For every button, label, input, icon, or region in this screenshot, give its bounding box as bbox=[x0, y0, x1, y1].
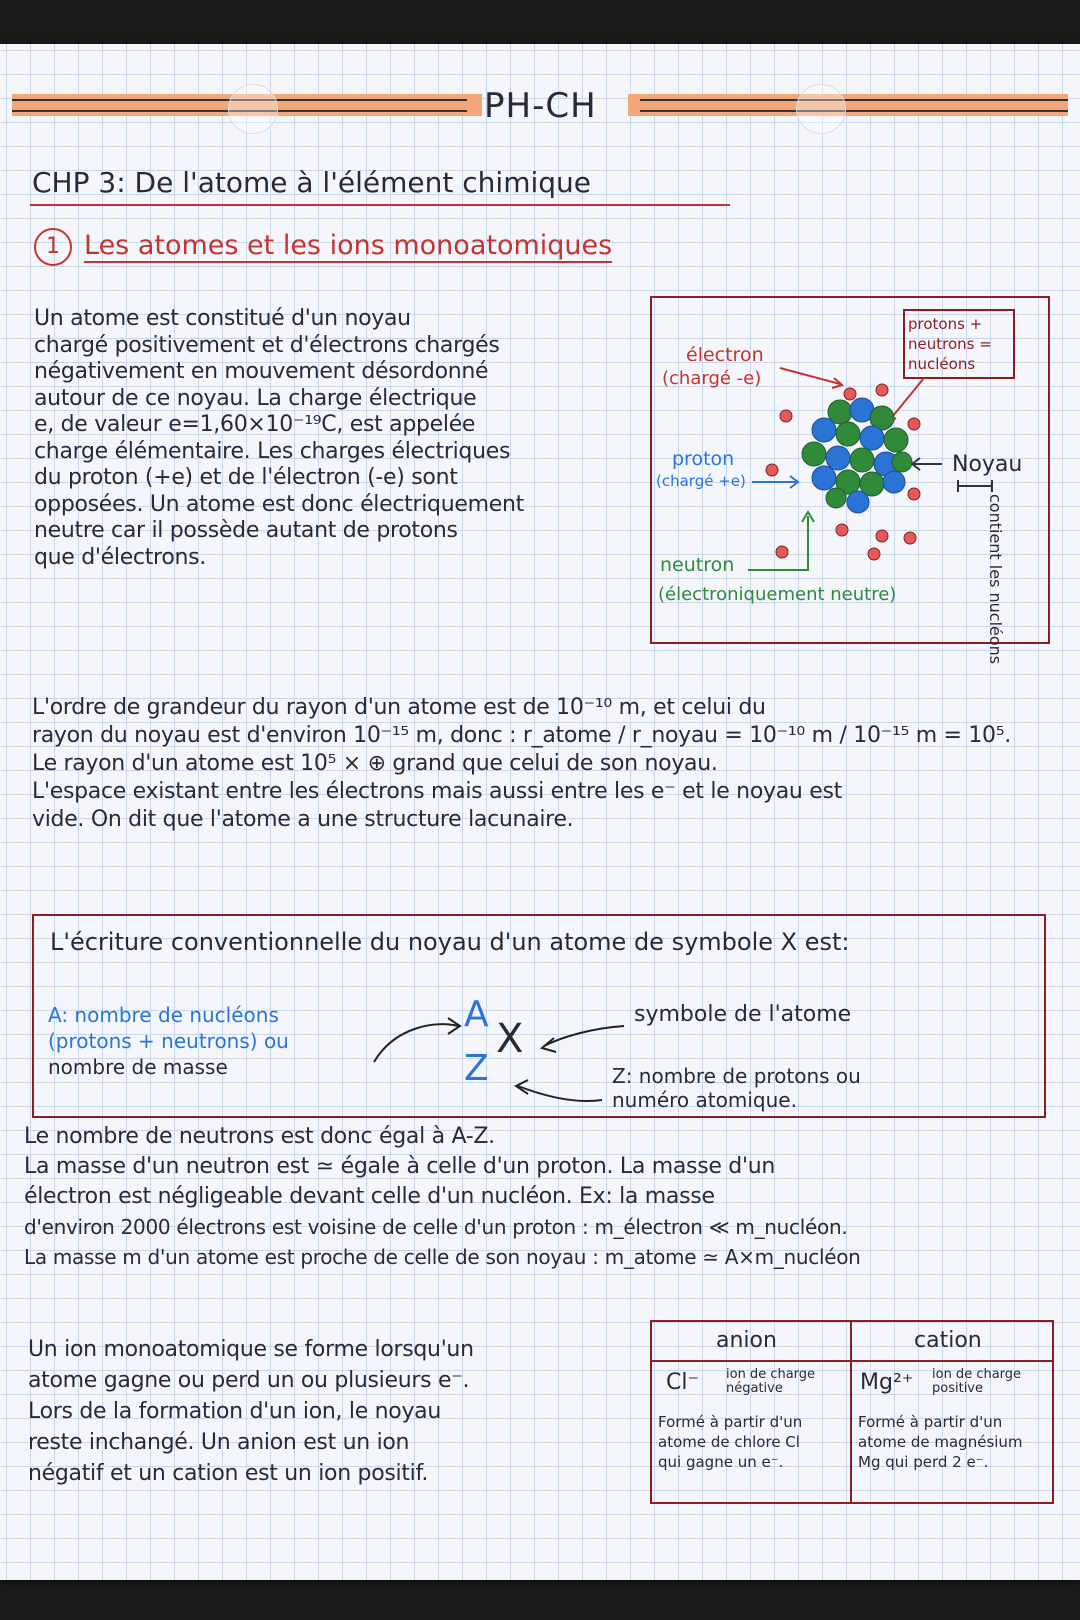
ions-line: reste inchangé. Un anion est un ion bbox=[28, 1430, 410, 1455]
proton-label: proton bbox=[672, 448, 735, 470]
intro-line: opposées. Un atome est donc électriquement bbox=[34, 491, 524, 517]
intro-line: neutre car il possède autant de protons bbox=[34, 518, 458, 543]
intro-line: autour de ce noyau. La charge électrique bbox=[34, 385, 477, 411]
atom-diagram bbox=[650, 296, 1050, 665]
cation-example: Mg²⁺ bbox=[860, 1370, 914, 1395]
nucleons-note-line: nucléons bbox=[908, 355, 976, 373]
anion-desc-line: atome de chlore Cl bbox=[658, 1433, 800, 1451]
A-desc-line: A: nombre de nucléons bbox=[48, 1003, 279, 1027]
mass-line: La masse d'un neutron est ≃ égale à celle d'un proton. La masse d'un bbox=[24, 1154, 776, 1179]
cation-desc-line: Mg qui perd 2 e⁻. bbox=[858, 1453, 989, 1471]
ions-line: Lors de la formation d'un ion, le noyau bbox=[28, 1399, 442, 1424]
anion-note: ion de charge négative bbox=[726, 1367, 816, 1396]
sizes-paragraph bbox=[32, 694, 1062, 834]
intro-line: négativement en mouvement désordonné bbox=[34, 359, 489, 384]
X-description: symbole de l'atome bbox=[634, 1002, 852, 1027]
neutron-note: (électroniquement neutre) bbox=[658, 584, 897, 605]
header-band-right bbox=[628, 94, 1068, 116]
mass-line: Le nombre de neutrons est donc égal à A-Z. bbox=[24, 1124, 495, 1149]
ions-line: négatif et un cation est un ion positif. bbox=[28, 1461, 429, 1486]
ions-line: Un ion monoatomique se forme lorsqu'un bbox=[28, 1337, 474, 1362]
cation-header: cation bbox=[914, 1328, 982, 1353]
intro-line: Un atome est constitué d'un noyau bbox=[34, 306, 411, 331]
noyau-label: Noyau bbox=[952, 452, 1023, 477]
nucleons-note-line: protons + bbox=[908, 315, 983, 333]
cation-note: ion de charge positive bbox=[932, 1367, 1022, 1396]
sizes-line: Le rayon d'un atome est 10⁵ × ⊕ grand que celui de son noyau. bbox=[32, 751, 718, 776]
notation-arrows bbox=[34, 916, 1044, 1116]
note-card bbox=[0, 44, 1080, 1580]
anion-desc-line: qui gagne un e⁻. bbox=[658, 1453, 784, 1471]
Z-desc-line: Z: nombre de protons ou bbox=[612, 1064, 861, 1088]
cation-desc-line: Formé à partir d'un bbox=[858, 1413, 1003, 1431]
intro-paragraph bbox=[34, 306, 634, 571]
sizes-line: vide. On dit que l'atome a une structure lacunaire. bbox=[32, 807, 574, 832]
atomic-number-symbol: Z bbox=[464, 1048, 489, 1089]
proton-charge: (chargé +e) bbox=[656, 472, 746, 490]
binder-hole-right bbox=[796, 84, 846, 134]
notation-heading: L'écriture conventionnelle du noyau d'un atome de symbole X est: bbox=[50, 928, 850, 956]
A-desc-line: nombre de masse bbox=[48, 1055, 228, 1079]
neutron-label: neutron bbox=[660, 554, 735, 576]
anion-header: anion bbox=[716, 1328, 777, 1353]
page-title: PH-CH bbox=[484, 86, 597, 126]
section-title: Les atomes et les ions monoatomiques bbox=[84, 230, 613, 261]
mass-line: d'environ 2000 électrons est voisine de celle d'un proton : m_électron ≪ m_nucléon. bbox=[24, 1215, 848, 1239]
ions-paragraph bbox=[28, 1334, 628, 1489]
sizes-line: L'ordre de grandeur du rayon d'un atome est de 10⁻¹⁰ m, et celui du bbox=[32, 695, 766, 720]
mass-line: La masse m d'un atome est proche de celle de son noyau : m_atome ≃ A×m_nucléon bbox=[24, 1245, 861, 1269]
intro-line: charge élémentaire. Les charges électriques bbox=[34, 438, 511, 464]
anion-desc-line: Formé à partir d'un bbox=[658, 1413, 803, 1431]
mass-line: électron est négligeable devant celle d'un nucléon. Ex: la masse bbox=[24, 1184, 715, 1209]
ion-table-hdivider bbox=[652, 1360, 1052, 1362]
header-rule-right bbox=[640, 99, 1068, 101]
cation-description bbox=[858, 1412, 1023, 1472]
Z-description bbox=[612, 1064, 861, 1112]
ions-line: atome gagne ou perd un ou plusieurs e⁻. bbox=[28, 1368, 470, 1393]
noyau-note: contient les nucléons bbox=[986, 494, 1005, 665]
nucleus bbox=[802, 398, 912, 513]
intro-line: que d'électrons. bbox=[34, 544, 206, 570]
section-number: 1 bbox=[46, 234, 60, 259]
element-symbol: X bbox=[496, 1016, 524, 1062]
nucleons-note bbox=[908, 314, 992, 374]
A-desc-line: (protons + neutrons) ou bbox=[48, 1029, 289, 1053]
ion-table bbox=[650, 1320, 1054, 1504]
chapter-underline bbox=[30, 204, 730, 206]
notation-box bbox=[32, 914, 1046, 1118]
mass-paragraph bbox=[24, 1122, 1064, 1272]
chapter-title: CHP 3: De l'atome à l'élément chimique bbox=[32, 166, 591, 199]
intro-line: chargé positivement et d'électrons chargés bbox=[34, 332, 500, 358]
anion-description bbox=[658, 1412, 802, 1472]
mass-number-symbol: A bbox=[464, 994, 489, 1035]
header-rule-right-2 bbox=[640, 110, 1068, 112]
intro-line: du proton (+e) et de l'électron (-e) sont bbox=[34, 465, 458, 490]
electron-label: électron bbox=[686, 344, 764, 366]
Z-desc-line: numéro atomique. bbox=[612, 1088, 797, 1112]
nucleons-note-line: neutrons = bbox=[908, 335, 992, 353]
sizes-line: rayon du noyau est d'environ 10⁻¹⁵ m, donc : r_atome / r_noyau = 10⁻¹⁰ m / 10⁻¹⁵ m = 10⁵. bbox=[32, 723, 1011, 748]
sizes-line: L'espace existant entre les électrons mais aussi entre les e⁻ et le noyau est bbox=[32, 779, 842, 804]
binder-hole-left bbox=[228, 84, 278, 134]
ion-table-vdivider bbox=[850, 1322, 852, 1502]
section-number-circle bbox=[34, 228, 72, 266]
intro-line: e, de valeur e=1,60×10⁻¹⁹C, est appelée bbox=[34, 412, 476, 437]
cation-desc-line: atome de magnésium bbox=[858, 1433, 1023, 1451]
anion-example: Cl⁻ bbox=[666, 1370, 700, 1395]
electron-charge: (chargé -e) bbox=[662, 368, 762, 389]
